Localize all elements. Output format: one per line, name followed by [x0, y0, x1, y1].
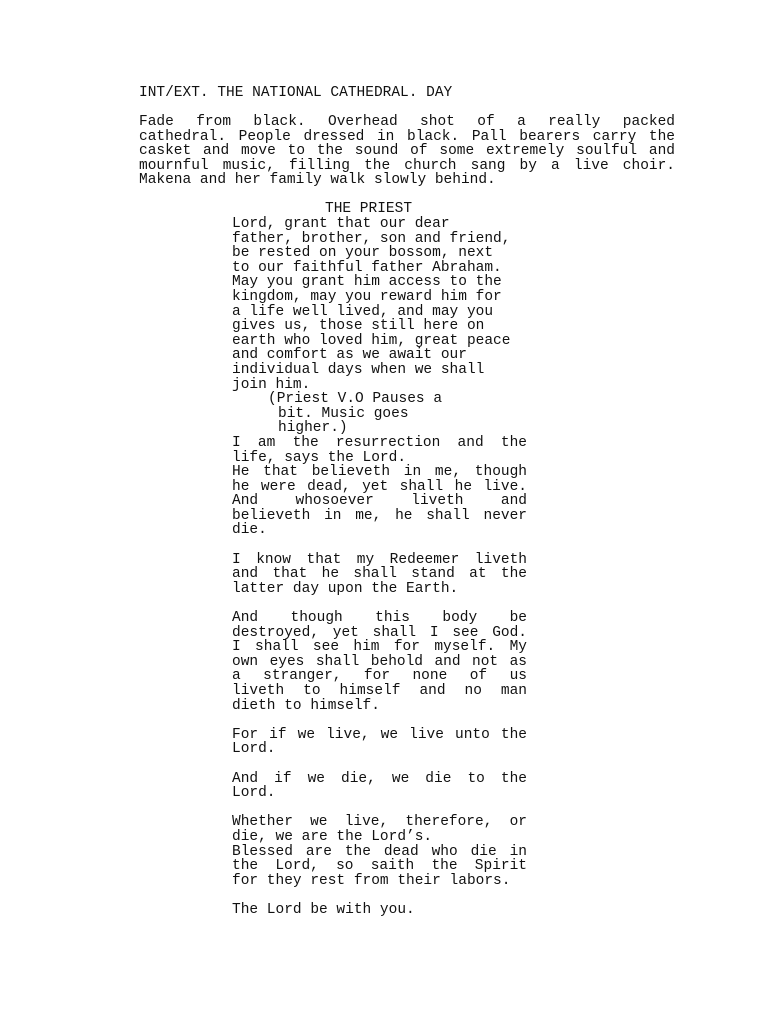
dialogue-line: the Lord, so saith the Spirit — [232, 858, 527, 875]
dialogue-line: I shall see him for myself. My — [232, 639, 527, 656]
dialogue-line: gives us, those still here on — [232, 318, 485, 335]
action-line: mournful music, filling the church sang by a live choir. — [139, 157, 675, 174]
dialogue-line: I know that my Redeemer liveth — [232, 551, 527, 568]
dialogue-line: Lord. — [232, 741, 276, 758]
action-block — [139, 115, 675, 188]
action-line: casket and move to the sound of some extremely soulful and — [139, 143, 675, 160]
dialogue-line: he were dead, yet shall he live. — [232, 478, 527, 495]
action-line: cathedral. People dressed in black. Pall bearers carry the — [139, 128, 675, 145]
character-name: THE PRIEST — [325, 201, 413, 217]
dialogue-line: own eyes shall behold and not as — [232, 653, 527, 670]
dialogue-line: kingdom, may you reward him for — [232, 288, 502, 305]
paragraph-gap — [232, 757, 527, 772]
dialogue-line: and that he shall stand at the — [232, 566, 527, 583]
dialogue-line: join him. — [232, 376, 311, 393]
dialogue-line: Lord, grant that our dear — [232, 216, 450, 232]
dialogue-line: May you grant him access to the — [232, 274, 502, 291]
dialogue-line: to our faithful father Abraham. — [232, 259, 502, 276]
parenthetical-line: higher.) — [278, 420, 348, 437]
dialogue-line: earth who loved him, great peace — [232, 332, 511, 349]
dialogue-line: And though this body be — [232, 610, 527, 627]
dialogue-line: a life well lived, and may you — [232, 303, 494, 320]
dialogue-line: And whosoever liveth and — [232, 493, 527, 510]
dialogue-line: Lord. — [232, 785, 276, 802]
paragraph-gap — [232, 596, 527, 611]
dialogue-line: For if we live, we live unto the — [232, 726, 527, 743]
dialogue-line: life, says the Lord. — [232, 449, 407, 466]
action-line: Makena and her family walk slowly behind. — [139, 172, 496, 189]
dialogue-line: die. — [232, 522, 267, 539]
scene-heading: INT/EXT. THE NATIONAL CATHEDRAL. DAY — [139, 85, 453, 101]
dialogue-line: He that believeth in me, though — [232, 464, 527, 481]
action-line: Fade from black. Overhead shot of a really packed — [139, 114, 675, 130]
dialogue-line: destroyed, yet shall I see God. — [232, 624, 527, 641]
parenthetical-line: (Priest V.O Pauses a — [268, 391, 443, 408]
dialogue-line: The Lord be with you. — [232, 901, 415, 918]
dialogue-line: liveth to himself and no man — [232, 683, 527, 699]
dialogue-line: a stranger, for none of us — [232, 668, 527, 685]
dialogue-line: believeth in me, he shall never — [232, 507, 527, 524]
dialogue-line: die, we are the Lord’s. — [232, 828, 433, 845]
dialogue-line: Whether we live, therefore, or — [232, 814, 527, 831]
dialogue-block — [232, 217, 527, 918]
dialogue-line: and comfort as we await our — [232, 347, 467, 364]
dialogue-line: latter day upon the Earth. — [232, 580, 459, 597]
paragraph-gap — [232, 713, 527, 728]
dialogue-line: And if we die, we die to the — [232, 770, 527, 787]
dialogue-line: father, brother, son and friend, — [232, 230, 511, 247]
parenthetical-line: bit. Music goes — [278, 405, 409, 422]
paragraph-gap — [232, 888, 527, 903]
dialogue-line: Blessed are the dead who die in — [232, 843, 527, 860]
dialogue-line: for they rest from their labors. — [232, 872, 511, 889]
dialogue-line: dieth to himself. — [232, 697, 380, 714]
dialogue-line: be rested on your bossom, next — [232, 245, 494, 262]
dialogue-line: individual days when we shall — [232, 361, 485, 378]
paragraph-gap — [232, 538, 527, 553]
paragraph-gap — [232, 801, 527, 816]
dialogue-line: I am the resurrection and the — [232, 434, 527, 451]
